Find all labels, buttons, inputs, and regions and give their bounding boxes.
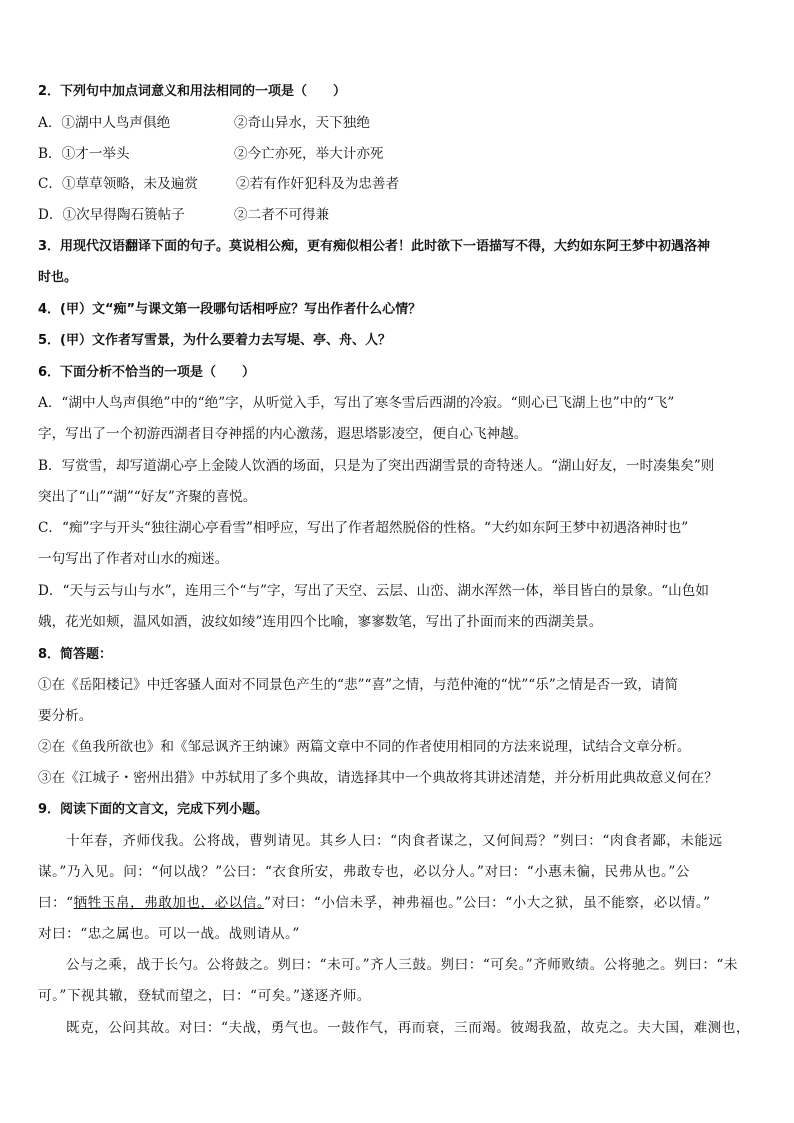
question-3-line-1: 3．用现代汉语翻译下面的句子。莫说相公痴，更有痴似相公者！此时欲下一语描写不得，大约如东阿王梦中初遇洛神	[38, 239, 711, 254]
question-6-option-d-line-2: 娥，花光如颊，温风如酒，波纹如绫”连用四个比喻，寥寥数笔，写出了扑面而来的西湖美景。	[38, 614, 603, 630]
question-6-option-a-line-2: 字，写出了一个初游西湖者目夺神摇的内心激荡，遐思塔影凌空，便自心飞神越。	[38, 426, 528, 442]
question-2-option-d	[38, 209, 329, 223]
option-b-right: ②今亡亦死，举大计亦死	[234, 146, 384, 162]
question-2-option-a	[38, 117, 370, 131]
passage-line-2: 谋。”乃入见。问：“何以战？”公曰：“衣食所安，弗敢专也，必以分人。”对曰：“小惠未徧，民弗从也。”公	[38, 864, 690, 880]
question-5: 5．(甲）文作者写雪景，为什么要着力去写堤、亭、舟、人？	[38, 333, 391, 348]
passage-line-6: 可。”下视其辙，登轼而望之，曰：“可矣。”遂逐齐师。	[38, 988, 371, 1004]
option-b-left: B．①才一举头	[38, 146, 130, 162]
passage-line-3-prefix: 曰：“	[38, 895, 74, 911]
question-8-part-1-line-1: ①在《岳阳楼记》中迁客骚人面对不同景色产生的“悲”“喜”之情，与范仲淹的“忧”“乐”之情是否一致，请简	[38, 677, 679, 693]
option-a-right: ②奇山异水，天下独绝	[234, 115, 370, 131]
option-c-right: ②若有作奸犯科及为忠善者	[236, 176, 400, 192]
passage-line-5: 公与之乘，战于长勺。公将鼓之。刿曰：“未可。”齐人三鼓。刿曰：“可矣。”齐师败绩。公将驰之。刿曰：“未	[66, 957, 738, 973]
question-3-line-2: 时也。	[38, 270, 78, 285]
option-a-left: A．①湖中人鸟声俱绝	[38, 115, 171, 131]
question-2-stem: 2．下列句中加点词意义和用法相同的一项是（ ）	[38, 84, 347, 99]
question-8-part-3: ③在《江城子・密州出猎》中苏轼用了多个典故，请选择其中一个典故将其讲述清楚，并分析用此典故意义何在？	[38, 770, 718, 786]
option-d-left: D．①次早得陶石篑帖子	[38, 207, 185, 223]
question-6-option-b-line-1: B．写赏雪，却写道湖心亭上金陵人饮酒的场面，只是为了突出西湖雪景的奇特迷人。“湖山好友，一时凑集矣”则	[38, 458, 715, 474]
question-6-option-a-line-1: A．“湖中人鸟声俱绝”中的“绝”字，从听觉入手，写出了寒冬雪后西湖的冷寂。“则心已飞湖上也”中的“飞”	[38, 395, 675, 411]
question-8-stem: 8．简答题：	[38, 647, 113, 662]
question-9-stem: 9．阅读下面的文言文，完成下列小题。	[38, 802, 269, 817]
passage-line-1: 十年春，齐师伐我。公将战，曹刿请见。其乡人曰：“肉食者谋之，又何间焉？”刿曰：“肉食者鄙，未能远	[66, 833, 723, 849]
passage-line-3-suffix: ”对曰：“小信未孚，神弗福也。”公曰：“小大之狱，虽不能察，必以情。”	[264, 895, 711, 911]
question-6-option-b-line-2: 突出了“山”“湖”“好友”齐聚的喜悦。	[38, 489, 257, 505]
passage-underlined-sentence: 牺牲玉帛，弗敢加也，必以信。	[73, 895, 265, 911]
question-8-part-1-line-2: 要分析。	[38, 708, 93, 724]
option-c-left: C．①草草领略，未及遍赏	[38, 176, 198, 192]
question-6-stem: 6．下面分析不恰当的一项是（ ）	[38, 365, 256, 380]
passage-line-3	[38, 897, 711, 911]
question-8-part-2: ②在《鱼我所欲也》和《邹忌讽齐王纳谏》两篇文章中不同的作者使用相同的方法来说理，试结合文章分析。	[38, 739, 691, 755]
option-d-right: ②二者不可得兼	[234, 207, 330, 223]
question-2-option-c	[38, 178, 399, 192]
question-6-option-c-line-2: 一句写出了作者对山水的痴迷。	[38, 551, 229, 567]
passage-line-4: 对曰：“忠之属也。可以一战。战则请从。”	[38, 926, 300, 942]
passage-line-7: 既克，公问其故。对曰：“夫战，勇气也。一鼓作气，再而衰，三而竭。彼竭我盈，故克之。夫大国，难测也，	[66, 1020, 750, 1036]
question-6-option-d-line-1: D．“天与云与山与水”，连用三个“与”字，写出了天空、云层、山峦、湖水浑然一体，举目皆白的景象。“山色如	[38, 583, 709, 599]
question-6-option-c-line-1: C．“痴”字与开头“独往湖心亭看雪”相呼应，写出了作者超然脱俗的性格。“大约如东阿王梦中初遇洛神时也”	[38, 520, 689, 536]
question-4: 4．(甲）文“痴”与课文第一段哪句话相呼应？写出作者什么心情？	[38, 302, 422, 317]
question-2-option-b	[38, 148, 384, 162]
